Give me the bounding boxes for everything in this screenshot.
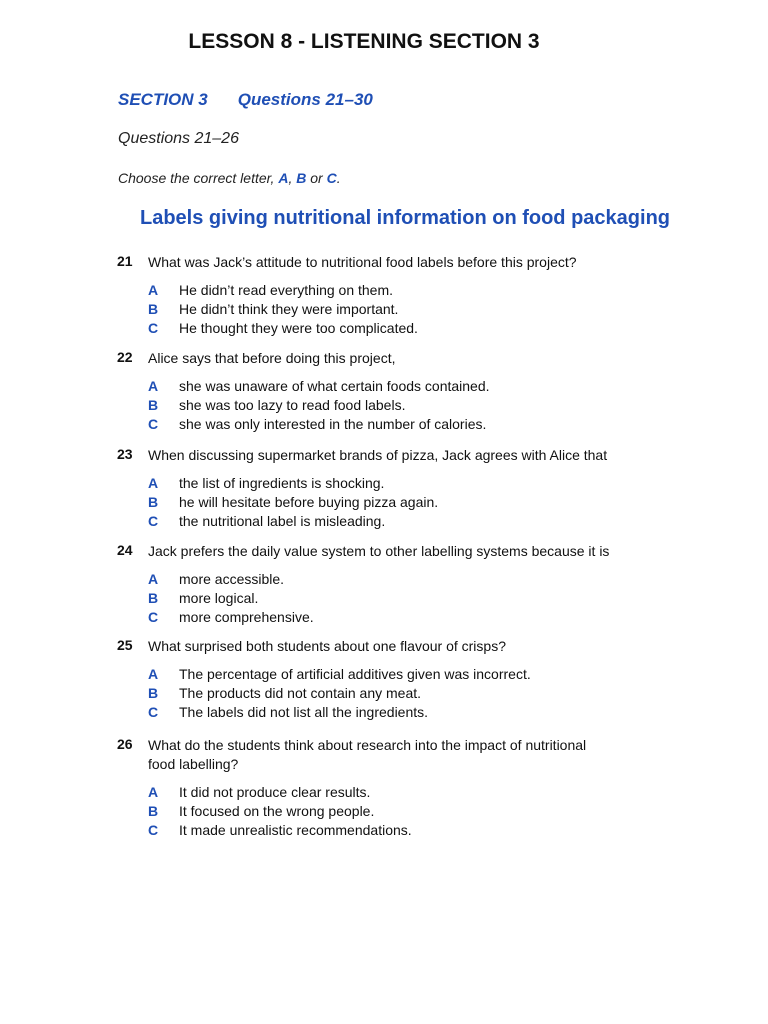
- option-letter: C: [148, 704, 159, 720]
- option-text: she was only interested in the number of calories.: [179, 416, 487, 432]
- option-letter: A: [148, 475, 159, 491]
- option-b[interactable]: [117, 396, 637, 415]
- option-letter: B: [148, 685, 159, 701]
- question-25: [117, 637, 637, 722]
- option-letter: A: [148, 784, 159, 800]
- option-list: [117, 377, 637, 434]
- option-letter: A: [148, 666, 159, 682]
- question-text: Jack prefers the daily value system to other labelling systems because it is: [148, 543, 610, 559]
- option-letter: B: [148, 397, 159, 413]
- option-a[interactable]: [117, 377, 637, 396]
- option-b[interactable]: [117, 493, 637, 512]
- instruction-or: or: [306, 170, 327, 186]
- option-text: she was too lazy to read food labels.: [179, 397, 406, 413]
- question-21: [117, 253, 637, 338]
- option-c[interactable]: [117, 703, 637, 722]
- option-a[interactable]: [117, 665, 637, 684]
- question-24: [117, 542, 637, 627]
- option-text: It made unrealistic recommendations.: [179, 822, 412, 838]
- option-text: she was unaware of what certain foods contained.: [179, 378, 490, 394]
- option-list: [117, 665, 637, 722]
- instruction-end: .: [336, 170, 341, 186]
- instruction-letter-a: A: [278, 170, 289, 186]
- option-b[interactable]: [117, 589, 637, 608]
- option-b[interactable]: [117, 802, 617, 821]
- instruction-line: [118, 170, 341, 186]
- option-letter: B: [148, 803, 159, 819]
- option-c[interactable]: [117, 821, 617, 840]
- option-letter: B: [148, 301, 159, 317]
- option-c[interactable]: [117, 512, 637, 531]
- question-number: 26: [117, 736, 133, 752]
- option-c[interactable]: [117, 608, 637, 627]
- option-a[interactable]: [117, 570, 637, 589]
- option-letter: C: [148, 416, 159, 432]
- option-a[interactable]: [117, 783, 617, 802]
- question-number: 21: [117, 253, 133, 269]
- option-text: He thought they were too complicated.: [179, 320, 418, 336]
- option-text: more comprehensive.: [179, 609, 314, 625]
- option-text: The products did not contain any meat.: [179, 685, 422, 701]
- option-letter: B: [148, 494, 159, 510]
- option-letter: C: [148, 320, 159, 336]
- option-c[interactable]: [117, 319, 637, 338]
- question-text: Alice says that before doing this project,: [148, 350, 396, 366]
- question-26: [117, 736, 617, 840]
- option-letter: A: [148, 282, 159, 298]
- option-list: [117, 783, 617, 840]
- option-text: It did not produce clear results.: [179, 784, 371, 800]
- option-list: [117, 474, 637, 531]
- option-a[interactable]: [117, 474, 637, 493]
- question-22: [117, 349, 637, 434]
- questions-subheading: Questions 21–26: [118, 130, 239, 147]
- section-heading: [118, 90, 373, 110]
- topic-title: Labels giving nutritional information on food packaging: [140, 207, 670, 229]
- option-letter: C: [148, 609, 159, 625]
- option-letter: C: [148, 513, 159, 529]
- instruction-comma: ,: [288, 170, 297, 186]
- option-c[interactable]: [117, 415, 637, 434]
- option-text: the nutritional label is misleading.: [179, 513, 386, 529]
- question-number: 25: [117, 637, 133, 653]
- question-number: 23: [117, 446, 133, 462]
- option-letter: A: [148, 571, 159, 587]
- option-text: The labels did not list all the ingredients.: [179, 704, 429, 720]
- option-text: The percentage of artificial additives given was incorrect.: [179, 666, 531, 682]
- question-text: When discussing supermarket brands of pizza, Jack agrees with Alice that: [148, 447, 608, 463]
- option-list: [117, 570, 637, 627]
- question-text: What do the students think about research into the impact of nutritional food labelling?: [148, 737, 587, 772]
- option-letter: C: [148, 822, 159, 838]
- option-a[interactable]: [117, 281, 637, 300]
- option-text: It focused on the wrong people.: [179, 803, 375, 819]
- option-list: [117, 281, 637, 338]
- page-title: LESSON 8 - LISTENING SECTION 3: [188, 30, 540, 53]
- instruction-letter-b: B: [296, 170, 307, 186]
- option-letter: A: [148, 378, 159, 394]
- option-b[interactable]: [117, 684, 637, 703]
- option-text: the list of ingredients is shocking.: [179, 475, 385, 491]
- instruction-prefix: Choose the correct letter,: [118, 170, 279, 186]
- option-text: He didn’t think they were important.: [179, 301, 399, 317]
- option-b[interactable]: [117, 300, 637, 319]
- question-text: What surprised both students about one flavour of crisps?: [148, 638, 506, 654]
- question-text: What was Jack’s attitude to nutritional food labels before this project?: [148, 254, 577, 270]
- option-letter: B: [148, 590, 159, 606]
- questions-range: Questions 21–30: [237, 90, 373, 109]
- question-number: 22: [117, 349, 133, 365]
- option-text: more accessible.: [179, 571, 285, 587]
- instruction-letter-c: C: [326, 170, 337, 186]
- option-text: He didn’t read everything on them.: [179, 282, 394, 298]
- question-23: [117, 446, 637, 531]
- option-text: he will hesitate before buying pizza again.: [179, 494, 439, 510]
- question-number: 24: [117, 542, 133, 558]
- option-text: more logical.: [179, 590, 259, 606]
- section-label: SECTION 3: [118, 90, 208, 109]
